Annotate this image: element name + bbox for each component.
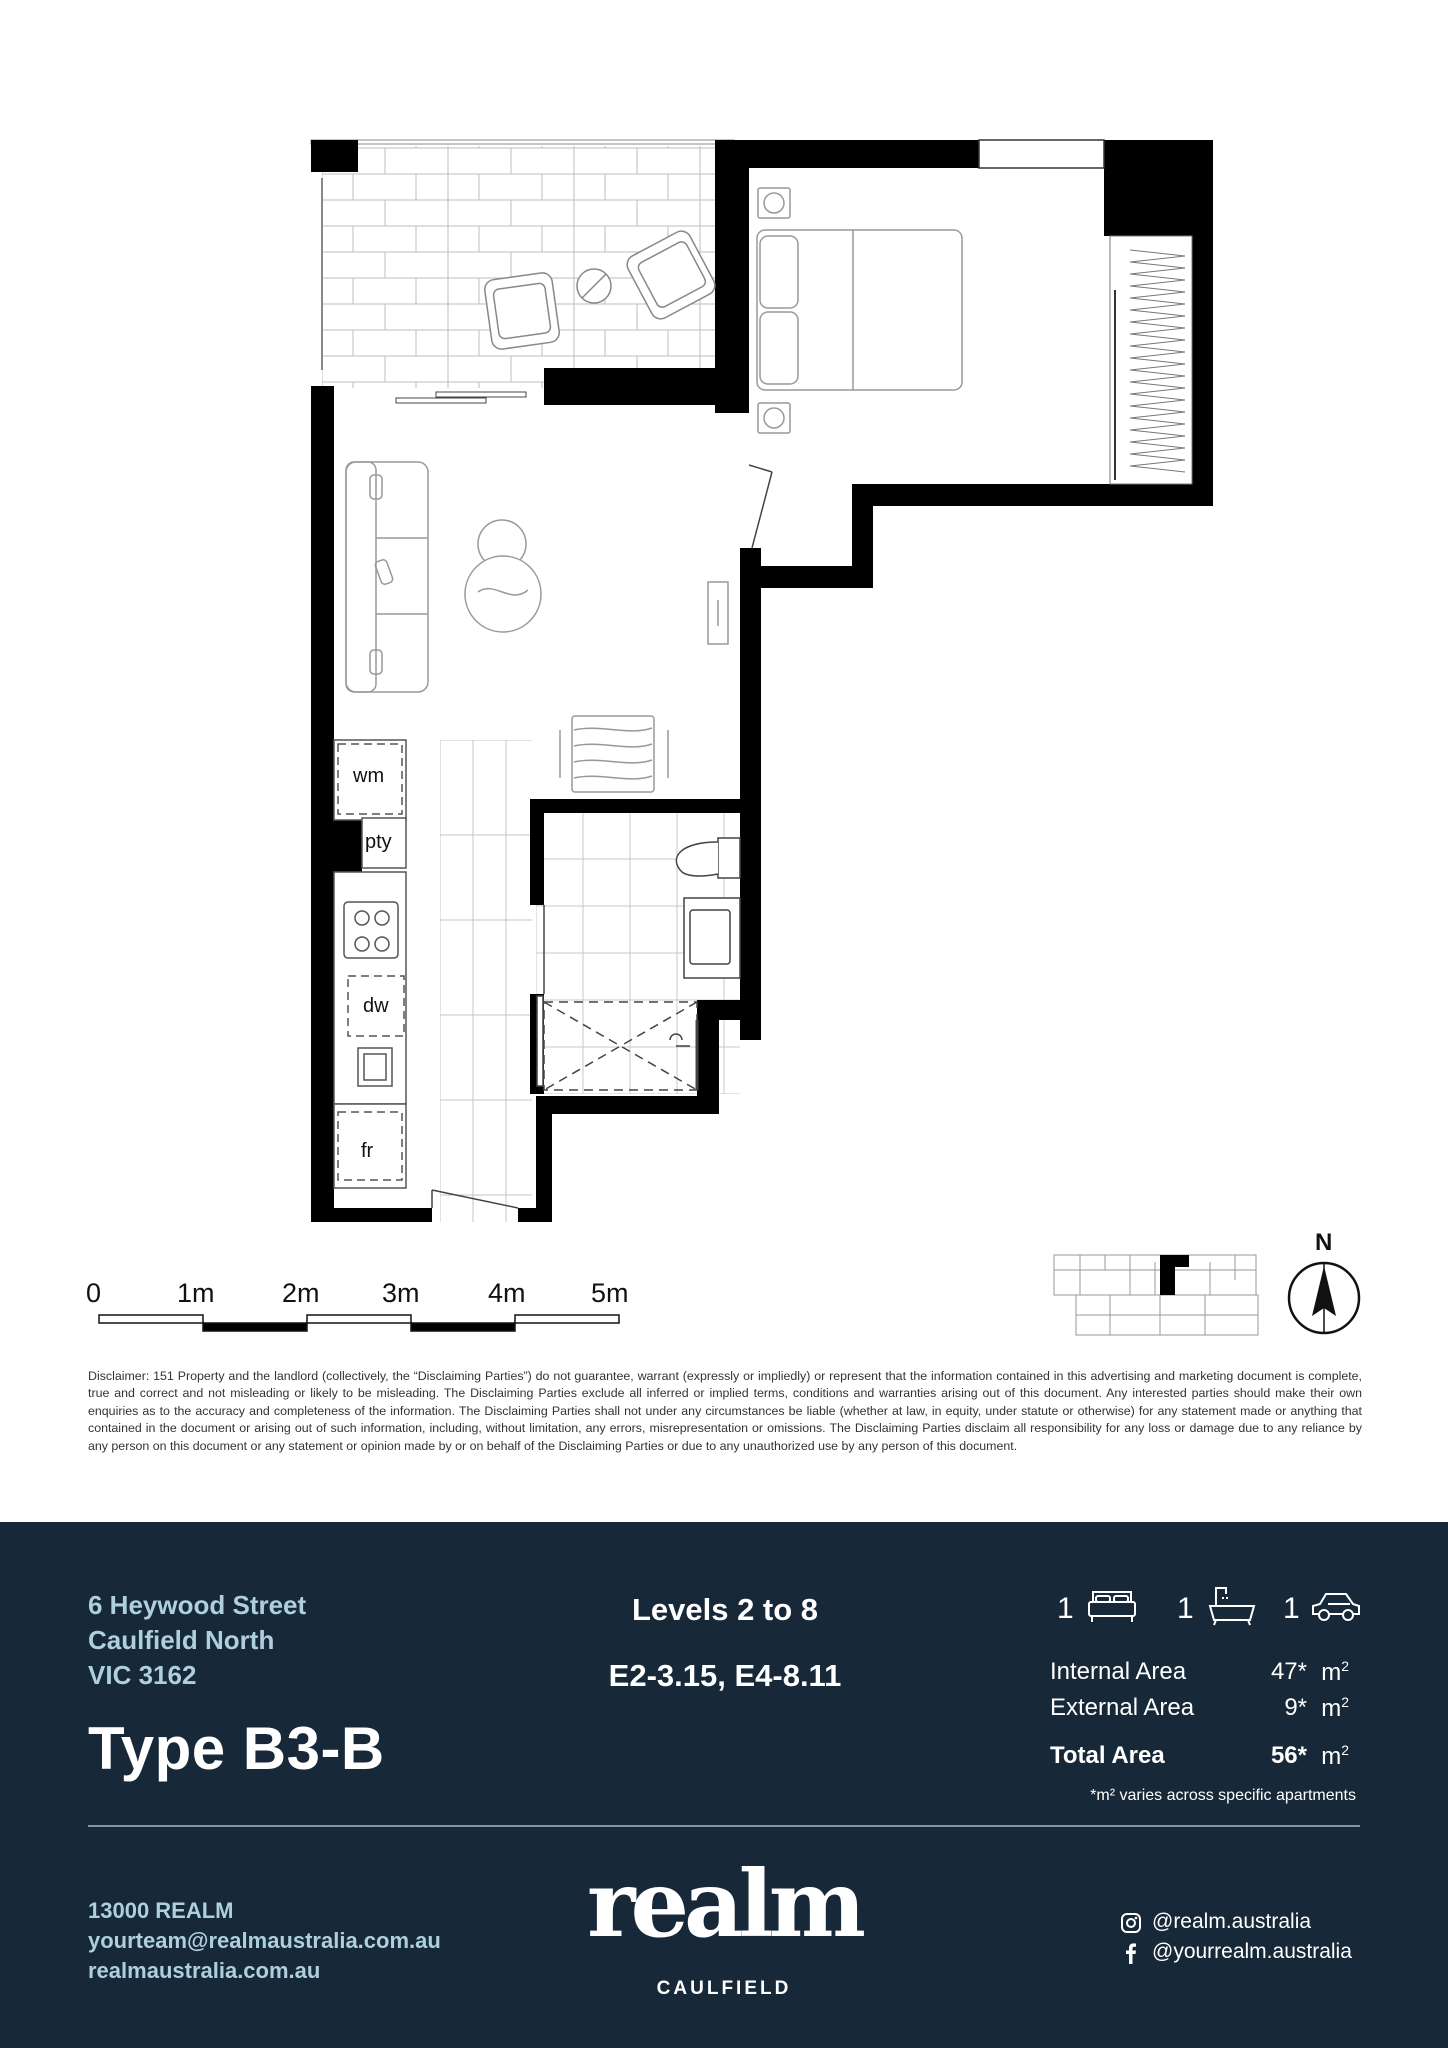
levels-text: Levels 2 to 8 bbox=[631, 1592, 819, 1627]
total-area-value: 56* bbox=[1270, 1742, 1307, 1769]
internal-area-value: 47* bbox=[1270, 1658, 1307, 1685]
total-area-label: Total Area bbox=[1050, 1742, 1165, 1769]
label-wm: wm bbox=[353, 765, 385, 787]
dining-table bbox=[560, 716, 668, 792]
scale-label-4m: 4m bbox=[488, 1278, 526, 1308]
bedroom-window bbox=[979, 140, 1104, 168]
carspace-count: 1 bbox=[1283, 1592, 1300, 1625]
address-line-2: Caulfield North bbox=[88, 1625, 275, 1655]
scale-label-2m: 2m bbox=[282, 1278, 320, 1308]
bed-icon bbox=[1086, 1588, 1138, 1626]
sofa bbox=[346, 462, 428, 692]
facebook-handle: @yourrealm.australia bbox=[1152, 1940, 1352, 1963]
realm-logo: realm bbox=[587, 1850, 861, 1958]
label-fr: fr bbox=[361, 1140, 374, 1162]
apartment-type-title: Type B3-B bbox=[88, 1715, 385, 1782]
scale-label-1m: 1m bbox=[177, 1278, 215, 1308]
address-line-1: 6 Heywood Street bbox=[88, 1590, 307, 1620]
units-text: E2-3.15, E4-8.11 bbox=[608, 1658, 842, 1693]
realm-logo-subtitle: CAULFIELD bbox=[656, 1978, 792, 1999]
internal-area-unit: $m^2$ bbox=[1321, 1658, 1349, 1686]
footer-divider bbox=[88, 1825, 1360, 1827]
north-arrow-icon bbox=[1289, 1229, 1359, 1333]
coffee-tables bbox=[465, 520, 541, 632]
car-icon bbox=[1310, 1588, 1362, 1626]
bath-icon bbox=[1206, 1584, 1258, 1628]
wardrobe bbox=[1110, 236, 1192, 484]
instagram-handle: @realm.australia bbox=[1152, 1910, 1312, 1933]
balcony-sliding-door bbox=[396, 392, 526, 403]
internal-area-label: Internal Area bbox=[1050, 1658, 1187, 1685]
external-area-label: External Area bbox=[1050, 1694, 1195, 1721]
label-dw: dw bbox=[363, 995, 389, 1017]
disclaimer-text: Disclaimer: 151 Property and the landlord (collectively, the “Disclaiming Parties”) do not guarantee, warrant (expressly or impliedly) or represent that the information contained in this advertising and marketing document is complete, true and correct and not misleading or likely to be misleading. The Disclaiming Parties exclude all inferred or implied terms, conditions and warranties arising out of this document. Any interested parties should make their own enquiries as to the accuracy and completeness of the information. The Disclaiming Parties shall not under any circumstances be liable (whether at law, in equity, under statute or otherwise) for any statement made or anything that contained in the document or arising out of such information, including, without limitation, any errors, misrepresentation or omissions. The Disclaiming Parties disclaim all responsibility for any loss or damage due to any reliance by any person on this document or any statement or opinion made by or on behalf of the Disclaiming Parties or due to any unauthorized use by any person of this document. bbox=[88, 1369, 1362, 1453]
contact-phone[interactable]: 13000 REALM bbox=[88, 1898, 234, 1923]
bathroom-count: 1 bbox=[1177, 1592, 1194, 1625]
bedroom-door bbox=[749, 465, 772, 548]
area-note: *m² varies across specific apartments bbox=[1090, 1787, 1356, 1804]
contact-website[interactable]: realmaustralia.com.au bbox=[88, 1958, 321, 1983]
scale-label-3m: 3m bbox=[382, 1278, 420, 1308]
bed bbox=[757, 188, 962, 433]
desk bbox=[708, 582, 728, 644]
scale-label-0: 0 bbox=[86, 1278, 102, 1308]
external-area-value: 9* bbox=[1284, 1694, 1307, 1721]
external-area-unit: $m^2$ bbox=[1321, 1694, 1349, 1722]
instagram-icon bbox=[1120, 1912, 1142, 1934]
north-label: N bbox=[1315, 1229, 1333, 1256]
scale-label-5m: 5m bbox=[591, 1278, 629, 1308]
contact-email[interactable]: yourteam@realmaustralia.com.au bbox=[88, 1928, 441, 1953]
total-area-unit: $m^2$ bbox=[1321, 1742, 1349, 1770]
footer-panel bbox=[0, 1522, 1448, 2048]
key-plan bbox=[1054, 1255, 1258, 1335]
kitchen bbox=[334, 740, 406, 1188]
facebook-icon bbox=[1120, 1942, 1142, 1964]
kitchen-floor bbox=[440, 740, 532, 1222]
address-line-3: VIC 3162 bbox=[88, 1660, 197, 1690]
bedroom-count: 1 bbox=[1057, 1592, 1074, 1625]
scale-bar bbox=[99, 1315, 619, 1331]
label-pty: pty bbox=[365, 831, 392, 853]
